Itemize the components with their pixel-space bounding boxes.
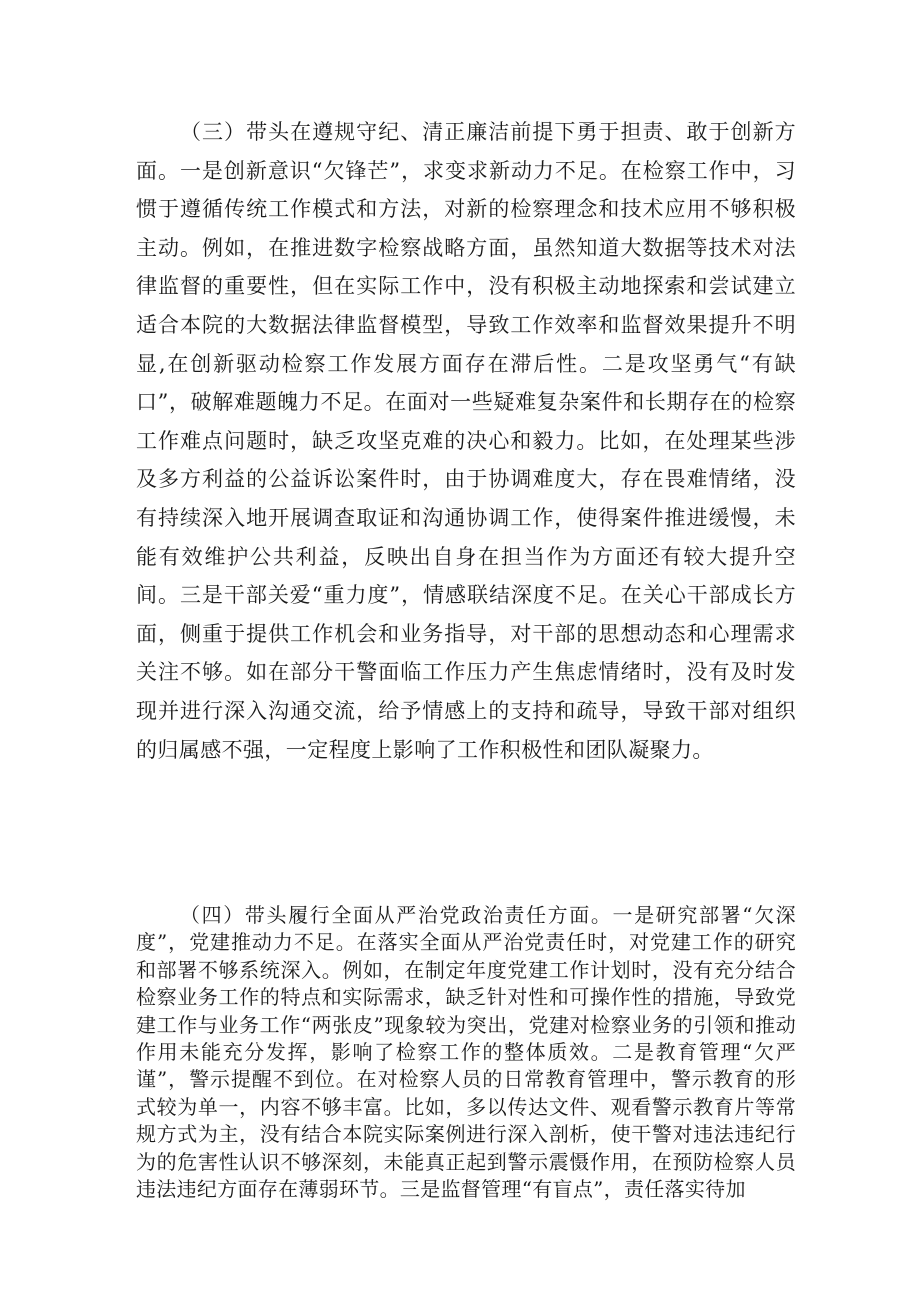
- paragraph-section-four: （四）带头履行全面从严治党政治责任方面。一是研究部署“欠深度”，党建推动力不足。在落实全面从严治党责任时，对党建工作的研究和部署不够系统深入。例如，在制定年度党建工作计划时，没有充分结合检察业务工作的特点和实际需求，缺乏针对性和可操作性的措施，导致党建工作与业务工作“两张皮”现象较为突出，党建对检察业务的引领和推动作用未能充分发挥，影响了检察工作的整体质效。二是教育管理“欠严谨”，警示提醒不到位。在对检察人员的日常教育管理中，警示教育的形式较为单一，内容不够丰富。比如，多以传达文件、观看警示教育片等常规方式为主，没有结合本院实际案例进行深入剖析，使干警对违法违纪行为的危害性认识不够深刻，未能真正起到警示震慑作用，在预防检察人员违法违纪方面存在薄弱环节。三是监督管理“有盲点”，责任落实待加: [136, 903, 796, 1202]
- paragraph-section-three: （三）带头在遵规守纪、清正廉洁前提下勇于担责、敢于创新方面。一是创新意识“欠锋芒”，求变求新动力不足。在检察工作中，习惯于遵循传统工作模式和方法，对新的检察理念和技术应用不够积极主动。例如，在推进数字检察战略方面，虽然知道大数据等技术对法律监督的重要性，但在实际工作中，没有积极主动地探索和尝试建立适合本院的大数据法律监督模型，导致工作效率和监督效果提升不明显,在创新驱动检察工作发展方面存在滞后性。二是攻坚勇气“有缺口”，破解难题魄力不足。在面对一些疑难复杂案件和长期存在的检察工作难点问题时，缺乏攻坚克难的决心和毅力。比如，在处理某些涉及多方利益的公益诉讼案件时，由于协调难度大，存在畏难情绪，没有持续深入地开展调查取证和沟通协调工作，使得案件推进缓慢，未能有效维护公共利益，反映出自身在担当作为方面还有较大提升空间。三是干部关爱“重力度”，情感联结深度不足。在关心干部成长方面，侧重于提供工作机会和业务指导，对干部的思想动态和心理需求关注不够。如在部分干警面临工作压力产生焦虑情绪时，没有及时发现并进行深入沟通交流，给予情感上的支持和疏导，导致干部对组织的归属感不强，一定程度上影响了工作积极性和团队凝聚力。: [136, 120, 796, 762]
